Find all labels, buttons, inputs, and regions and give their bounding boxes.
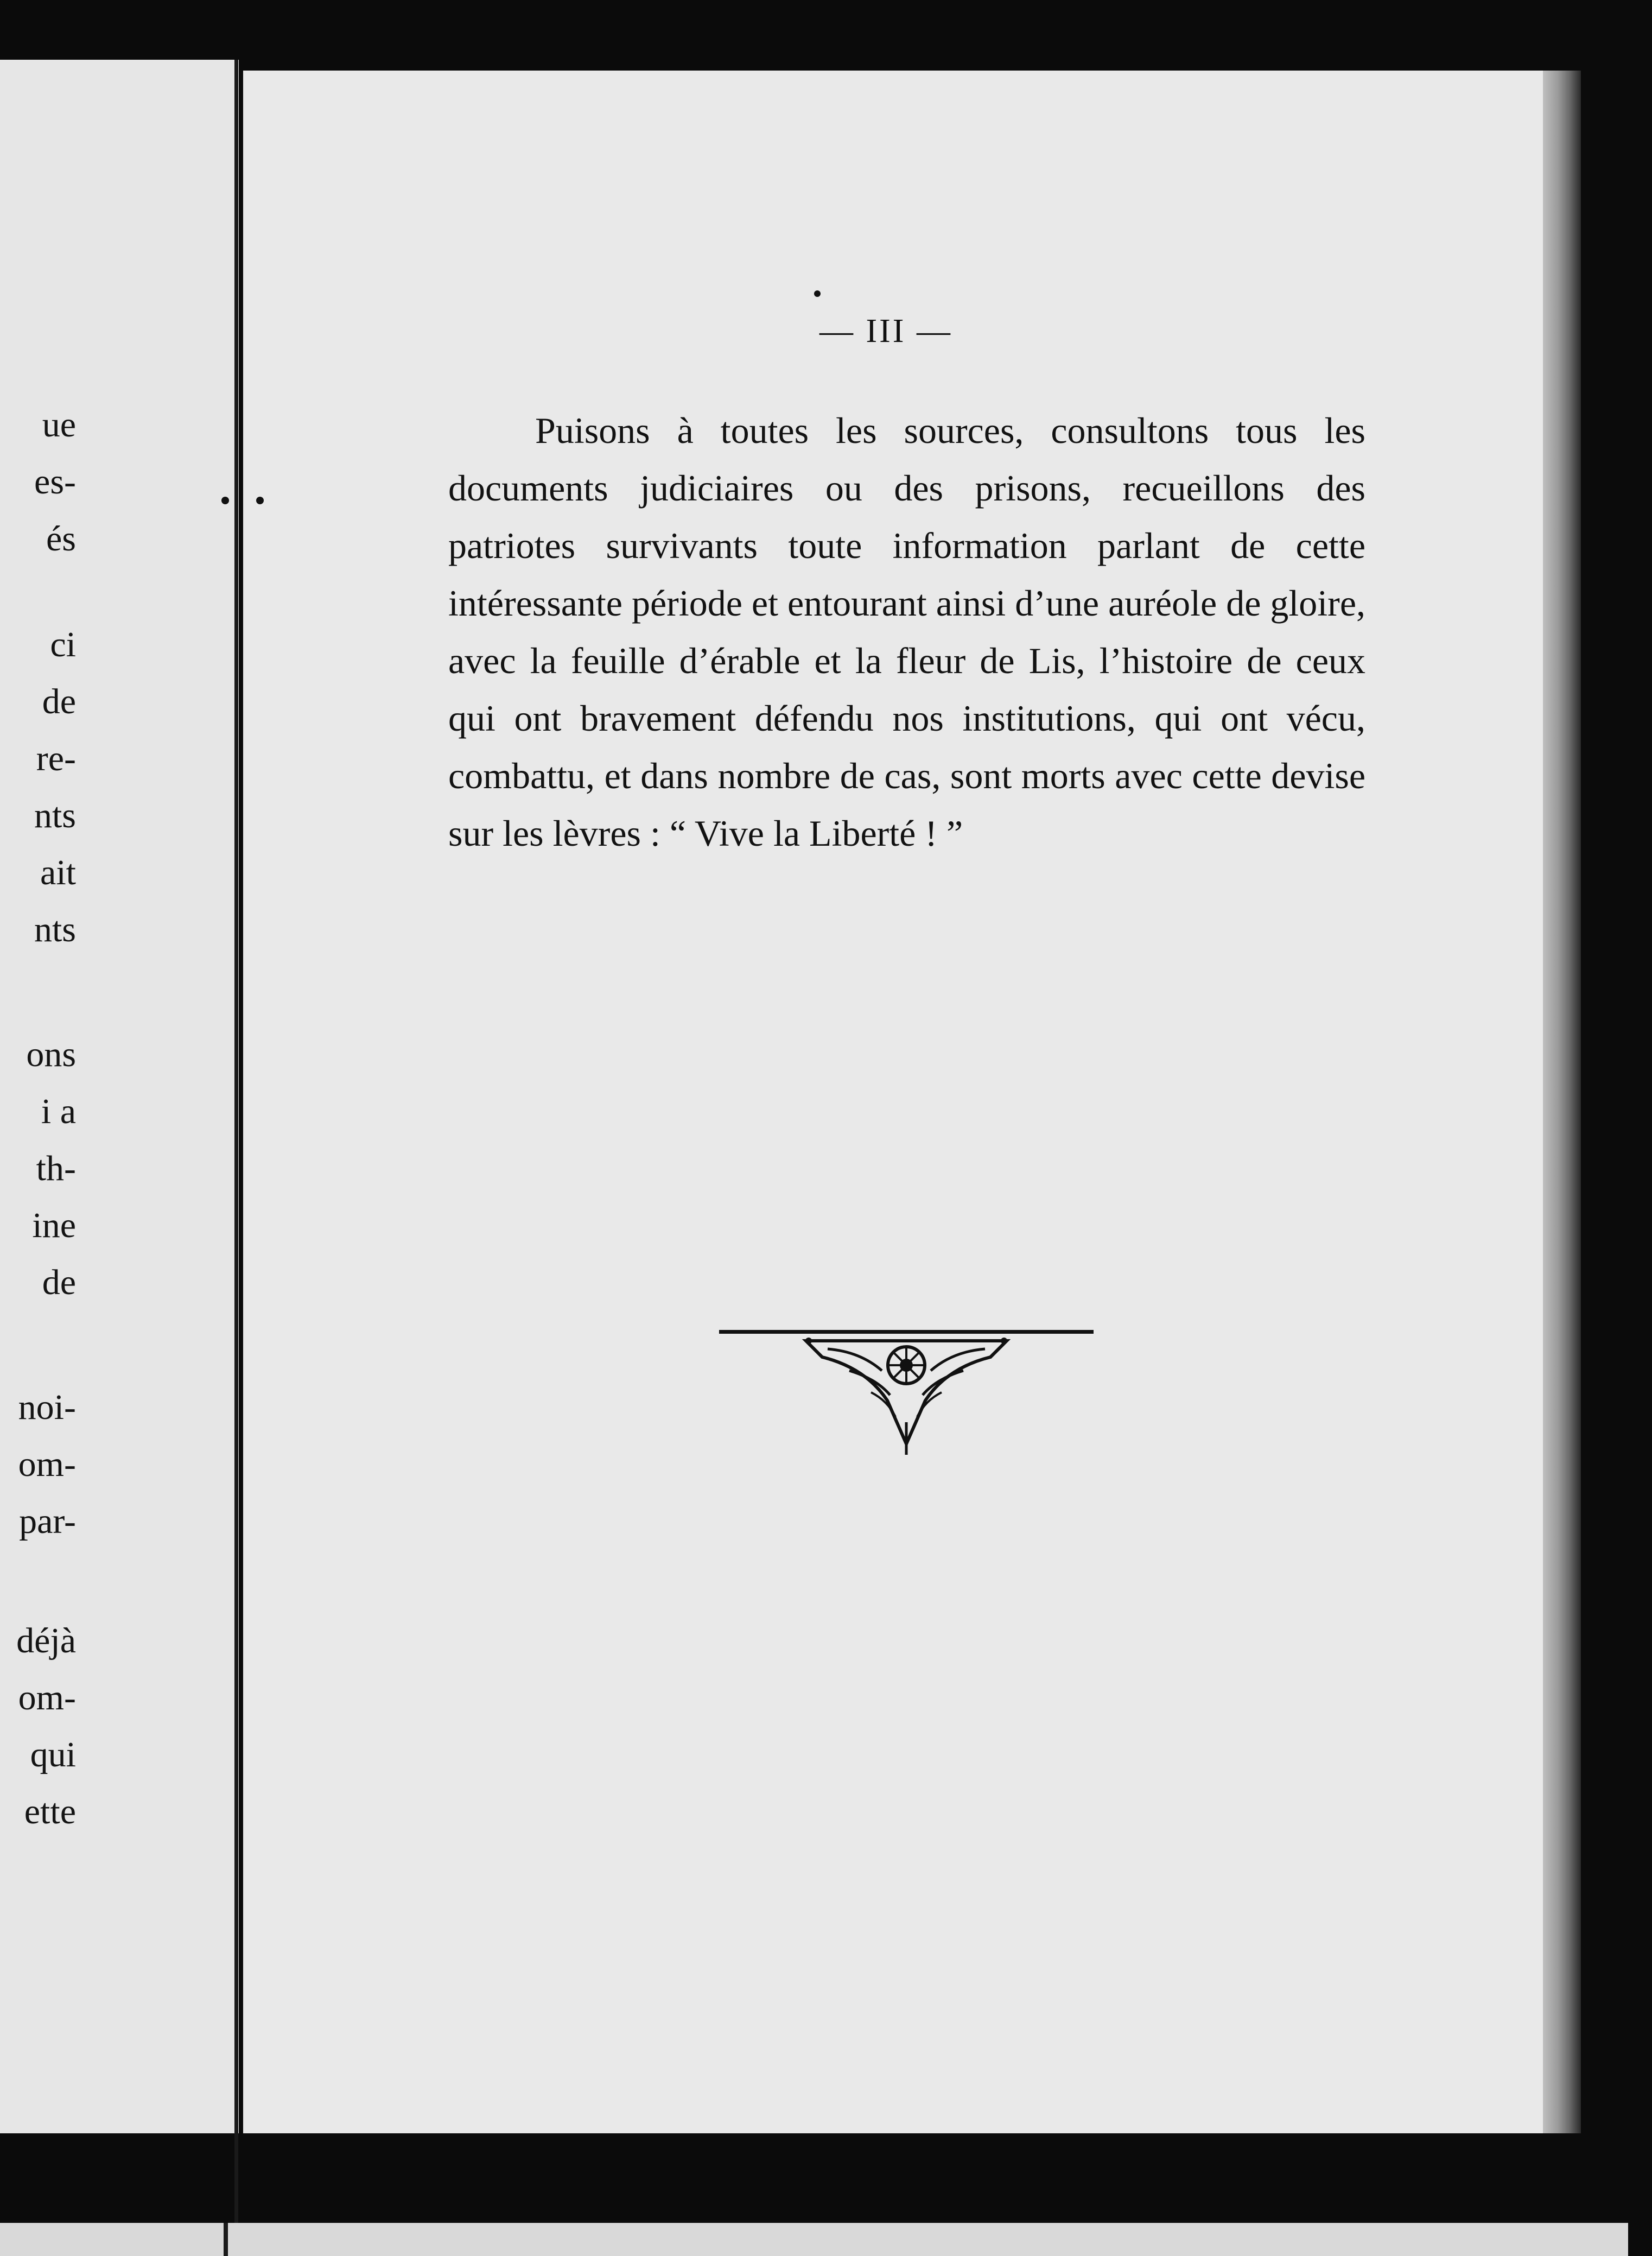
- left-fragment: déjà: [16, 1621, 76, 1661]
- next-page-gutter: [224, 2223, 228, 2256]
- left-fragment: par-: [19, 1501, 76, 1541]
- binding-speck: [221, 497, 229, 504]
- left-fragment: ette: [24, 1792, 76, 1832]
- ink-speck: [814, 290, 821, 297]
- left-page-text-fragments: [0, 380, 76, 1846]
- binding-speck: [256, 497, 264, 504]
- left-fragment: és: [46, 519, 76, 559]
- body-paragraph: Puisons à toutes les sources, consultons tous les documents judiciaires ou des prisons, recueillons des patriotes survivants toute information parlant de cette intéressante période et entourant ainsi d’une auréole de gloire, avec la feuille d’érable et la fleur de Lis, l’histoire de ceux qui ont bravement défendu nos institutions, qui ont vécu, combattu, et dans nombre de cas, sont morts avec cette devise sur les lèvres : “ Vive la Liberté ! ”: [448, 410, 1365, 854]
- tailpiece-ornament-icon: [719, 1319, 1094, 1455]
- left-fragment: th-: [36, 1149, 76, 1188]
- gutter-line: [234, 60, 238, 2256]
- left-fragment: ue: [42, 405, 76, 445]
- left-fragment: nts: [34, 796, 76, 835]
- left-fragment: om-: [18, 1678, 76, 1718]
- left-fragment: ait: [40, 853, 76, 892]
- left-fragment: re-: [36, 739, 76, 778]
- left-fragment: i a: [41, 1092, 76, 1131]
- next-page-strip: [0, 2223, 1628, 2256]
- left-fragment: de: [42, 1263, 76, 1302]
- left-fragment: ci: [50, 625, 76, 664]
- left-fragment: nts: [34, 910, 76, 949]
- left-fragment: es-: [34, 462, 76, 502]
- left-fragment: de: [42, 682, 76, 721]
- left-fragment: om-: [18, 1444, 76, 1484]
- page-number: — III —: [819, 313, 952, 350]
- left-fragment: qui: [30, 1735, 76, 1775]
- left-fragment: ine: [32, 1206, 76, 1245]
- page-edge: [1543, 71, 1581, 2133]
- left-fragment: noi-: [18, 1387, 76, 1427]
- left-fragment: ons: [26, 1035, 76, 1074]
- right-page: [243, 71, 1543, 2133]
